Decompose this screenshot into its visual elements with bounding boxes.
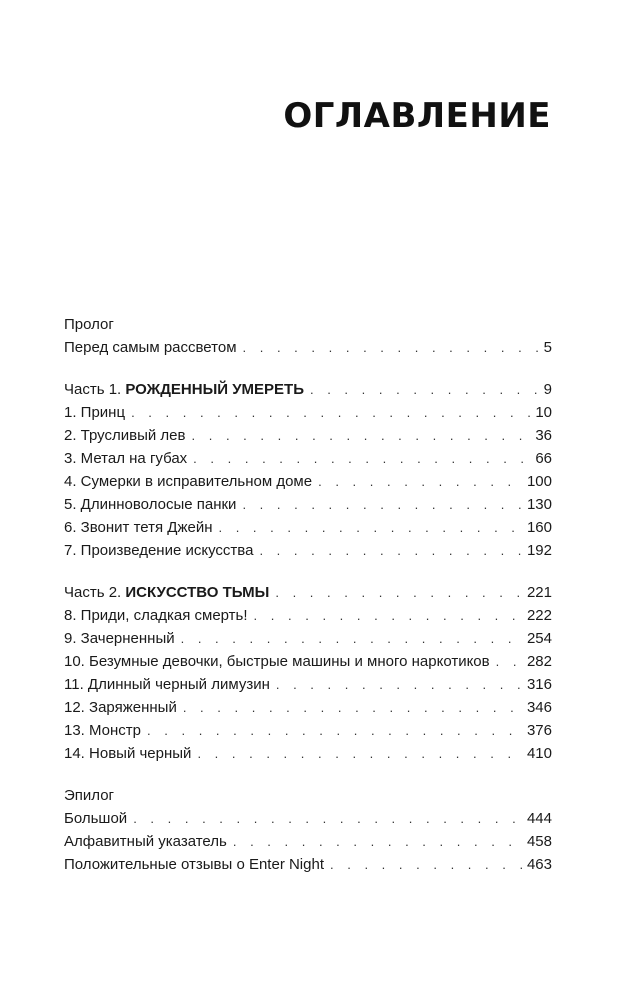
dot-leader xyxy=(192,424,532,447)
toc-entry-title: Алфавитный указатель xyxy=(64,833,227,850)
dot-leader xyxy=(259,539,523,562)
toc-entry-title: 10. Безумные девочки, быстрые машины и много наркотиков xyxy=(64,653,490,670)
dot-leader xyxy=(197,742,523,765)
toc-entry-title: 8. Приди, сладкая смерть! xyxy=(64,607,248,624)
toc-entry-page: 66 xyxy=(535,450,552,467)
dot-leader xyxy=(242,493,523,516)
dot-leader xyxy=(218,516,522,539)
toc-entry-page: 282 xyxy=(526,653,552,670)
part-page: 221 xyxy=(526,584,552,601)
toc-entry[interactable] xyxy=(64,424,552,447)
toc-group-part-1 xyxy=(64,378,552,562)
toc-entry-title: 3. Метал на губах xyxy=(64,450,188,467)
toc-entry-page: 36 xyxy=(535,427,552,444)
toc-entry-title: Большой xyxy=(64,810,128,827)
dot-leader xyxy=(183,696,523,719)
toc-group-part-2 xyxy=(64,581,552,765)
toc-entry-page: 10 xyxy=(535,404,552,421)
dot-leader xyxy=(131,401,531,424)
dot-leader xyxy=(254,604,523,627)
toc-entry[interactable] xyxy=(64,742,552,765)
part-name: РОЖДЕННЫЙ УМЕРЕТЬ xyxy=(125,381,304,398)
dot-leader xyxy=(275,581,523,604)
dot-leader xyxy=(330,853,523,876)
dot-leader xyxy=(181,627,523,650)
prologue-heading: Пролог xyxy=(64,316,114,333)
toc-entry[interactable] xyxy=(64,853,552,876)
dot-leader xyxy=(147,719,523,742)
toc-entry-page: 160 xyxy=(526,519,552,536)
toc-entry[interactable] xyxy=(64,493,552,516)
toc-entry[interactable] xyxy=(64,539,552,562)
toc-entry[interactable] xyxy=(64,627,552,650)
dot-leader xyxy=(243,336,540,359)
toc-entry[interactable] xyxy=(64,604,552,627)
dot-leader xyxy=(318,470,523,493)
part-heading-title xyxy=(64,581,275,604)
toc-entry-page: 254 xyxy=(526,630,552,647)
toc-entry-page: 192 xyxy=(526,542,552,559)
toc-entry-title: Положительные отзывы о Enter Night xyxy=(64,856,324,873)
toc-group-epilogue xyxy=(64,784,552,876)
dot-leader xyxy=(310,378,540,401)
toc-entry-title: Перед самым рассветом xyxy=(64,339,237,356)
toc-entry-title: 11. Длинный черный лимузин xyxy=(64,676,270,693)
toc-group-prologue xyxy=(64,313,552,359)
toc-entry-title: 9. Зачерненный xyxy=(64,630,175,647)
toc-entry[interactable] xyxy=(64,650,552,673)
toc-entry[interactable] xyxy=(64,719,552,742)
part-prefix: Часть 1. xyxy=(64,381,126,398)
toc-entry[interactable] xyxy=(64,470,552,493)
toc-entry-page: 410 xyxy=(526,745,552,762)
toc-entry-page: 346 xyxy=(526,699,552,716)
toc-entry-page: 458 xyxy=(526,833,552,850)
part-heading-title xyxy=(64,378,310,401)
table-of-contents xyxy=(64,313,552,895)
toc-entry[interactable] xyxy=(64,830,552,853)
toc-entry[interactable] xyxy=(64,807,552,830)
toc-entry-page: 316 xyxy=(526,676,552,693)
toc-entry[interactable] xyxy=(64,696,552,719)
toc-entry[interactable] xyxy=(64,401,552,424)
toc-entry-page: 100 xyxy=(526,473,552,490)
toc-entry-title: 2. Трусливый лев xyxy=(64,427,186,444)
toc-entry[interactable] xyxy=(64,336,552,359)
part-prefix: Часть 2. xyxy=(64,584,126,601)
toc-entry-title: 12. Заряженный xyxy=(64,699,177,716)
epilogue-heading: Эпилог xyxy=(64,787,115,804)
toc-entry[interactable] xyxy=(64,673,552,696)
toc-entry-page: 130 xyxy=(526,496,552,513)
toc-entry-page: 5 xyxy=(543,339,552,356)
part-heading[interactable] xyxy=(64,378,552,401)
toc-entry[interactable] xyxy=(64,516,552,539)
page-title: ОГЛАВЛЕНИЕ xyxy=(283,96,551,136)
dot-leader xyxy=(496,650,523,673)
toc-entry-title: 5. Длинноволосые панки xyxy=(64,496,237,513)
toc-entry-title: 13. Монстр xyxy=(64,722,142,739)
toc-entry-title: 6. Звонит тетя Джейн xyxy=(64,519,213,536)
toc-entry-page: 463 xyxy=(526,856,552,873)
dot-leader xyxy=(133,807,523,830)
toc-entry[interactable] xyxy=(64,447,552,470)
toc-entry-page: 376 xyxy=(526,722,552,739)
toc-entry-page: 222 xyxy=(526,607,552,624)
toc-entry-title: 7. Произведение искусства xyxy=(64,542,254,559)
dot-leader xyxy=(233,830,523,853)
toc-entry-title: 4. Сумерки в исправительном доме xyxy=(64,473,313,490)
dot-leader xyxy=(193,447,531,470)
part-name: ИСКУССТВО ТЬМЫ xyxy=(125,584,270,601)
toc-entry-title: 1. Принц xyxy=(64,404,126,421)
dot-leader xyxy=(276,673,523,696)
part-heading[interactable] xyxy=(64,581,552,604)
part-page: 9 xyxy=(543,381,552,398)
toc-entry-page: 444 xyxy=(526,810,552,827)
toc-entry-title: 14. Новый черный xyxy=(64,745,192,762)
